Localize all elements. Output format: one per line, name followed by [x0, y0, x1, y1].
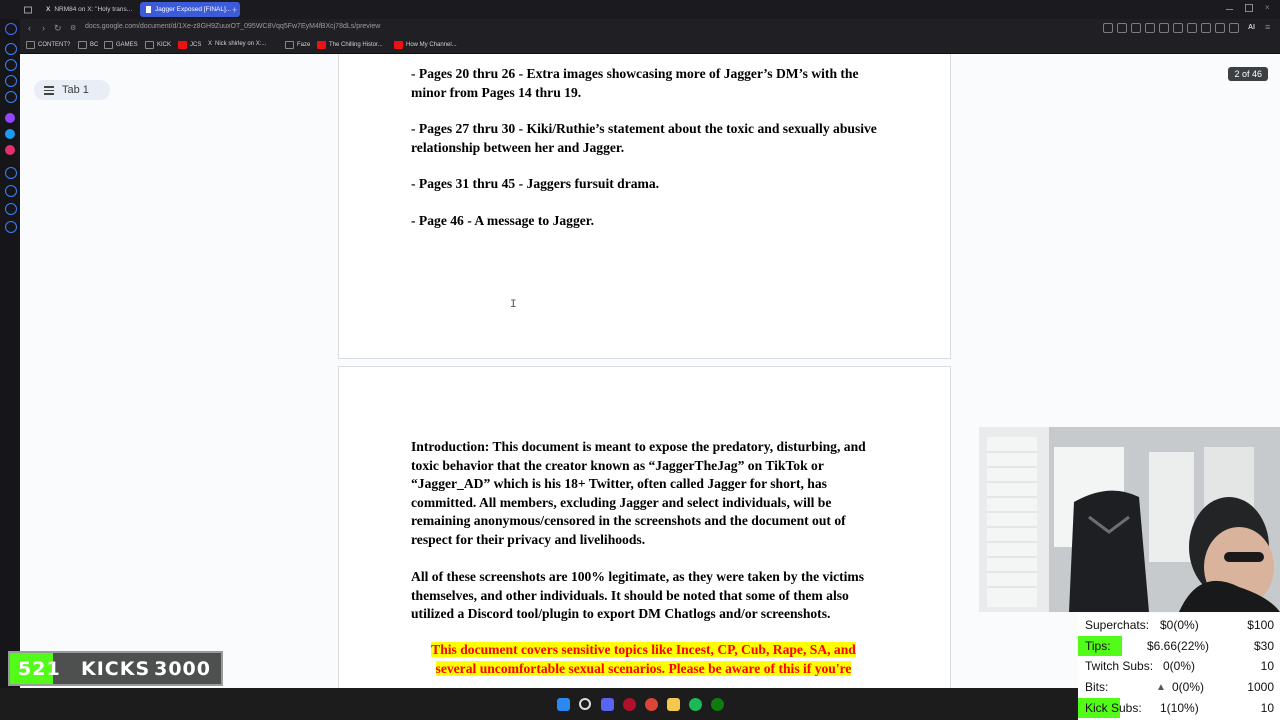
site-info-icon[interactable]: ⚙: [70, 25, 77, 32]
paragraph: Introduction: This document is meant to expose the predatory, disturbing, and toxic behavior that the creator known as “JaggerTheJag” on TikTok or “Jagger_AD” which is his 18+ Twitter, often called Jagger for short, has committed. All members, excluding Jagger and select individuals, will be remaining anonymous/censored in the screenshots and the document out of respect for their privacy and livelihoods.: [411, 439, 866, 547]
url-field[interactable]: docs.google.com/document/d/1Xe-z8GH9ZuuxOT_095WC8Vqq5Fw7EyM4fBXcj78dLs/preview: [85, 23, 381, 30]
translate-icon[interactable]: [1117, 23, 1127, 33]
goal-row-twitch-subs: Twitch Subs: 0(0%) 10: [1085, 659, 1274, 673]
bookmark-item[interactable]: CONTENT?: [26, 41, 70, 49]
volume-icon[interactable]: [1215, 23, 1225, 33]
search-icon[interactable]: [579, 698, 591, 710]
text-cursor-icon: I: [510, 299, 517, 311]
kicks-goal: 3000: [154, 657, 211, 680]
kicks-goal-widget: [8, 651, 223, 686]
document-page: [338, 54, 951, 359]
sidebar-toggle-icon[interactable]: [24, 2, 32, 17]
youtube-icon: [317, 41, 326, 49]
folder-icon: [78, 41, 87, 49]
paragraph: - Pages 27 thru 30 - Kiki/Ruthie’s statement about the toxic and sexually abusive relationship between her and Jagger.: [411, 121, 877, 155]
paragraph: - Page 46 - A message to Jagger.: [411, 213, 594, 228]
file-explorer-icon[interactable]: [667, 698, 680, 711]
settings-icon[interactable]: [5, 221, 17, 233]
kicks-label: KICKS: [81, 657, 151, 680]
sidebar-app-icon[interactable]: [5, 59, 17, 71]
folder-icon: [104, 41, 113, 49]
bookmark-icon[interactable]: [5, 203, 17, 215]
sidebar-app-icon[interactable]: [5, 43, 17, 55]
messenger-icon[interactable]: [5, 129, 15, 139]
outline-icon: [44, 86, 54, 95]
document-tab-1[interactable]: Tab 1: [34, 80, 110, 100]
xbox-icon[interactable]: [711, 698, 724, 711]
folder-icon: [285, 41, 294, 49]
new-tab-button[interactable]: +: [232, 4, 238, 15]
reload-icon[interactable]: ↻: [54, 23, 62, 33]
windows-start-icon[interactable]: [557, 698, 570, 711]
zoom-icon[interactable]: [1103, 23, 1113, 33]
window-controls: [1226, 4, 1272, 12]
ai-button[interactable]: AI: [1248, 24, 1255, 31]
back-icon[interactable]: ‹: [28, 23, 31, 33]
warning-paragraph: This document covers sensitive topics like Incest, CP, Cub, Rape, SA, and several uncomfortable sexual scenarios. Please be aware of this if you're: [431, 642, 856, 676]
bits-icon: ▲: [1156, 682, 1166, 693]
bookmark-item[interactable]: X Nick shirley on X:...: [208, 41, 267, 47]
bookmark-item[interactable]: Faze: [285, 41, 310, 49]
maximize-icon[interactable]: [1245, 4, 1253, 12]
bookmark-item[interactable]: GAMES: [104, 41, 138, 49]
docs-icon: [146, 6, 151, 13]
close-icon[interactable]: ×: [1265, 3, 1270, 12]
bookmark-item[interactable]: KICK: [145, 41, 171, 49]
paragraph: - Pages 20 thru 26 - Extra images showcasing more of Jagger’s DM’s with the minor from Pages 14 thru 19.: [411, 66, 859, 100]
discord-icon[interactable]: [601, 698, 614, 711]
bookmark-item[interactable]: JCS: [178, 41, 201, 49]
folder-icon: [26, 41, 35, 49]
address-bar-row: [20, 19, 1280, 39]
webcam-image: [979, 427, 1280, 612]
document-page: [338, 366, 951, 688]
bookmarks-bar: [20, 39, 1280, 54]
browser-tab-docs[interactable]: Jagger Exposed [FINAL]...: [140, 2, 240, 17]
menu-icon[interactable]: ≡: [1265, 22, 1271, 32]
browser-titlebar: [0, 0, 1280, 19]
spotify-icon[interactable]: [689, 698, 702, 711]
settings-icon[interactable]: [1201, 23, 1211, 33]
browser-sidebar: [0, 19, 20, 700]
page-counter: 2 of 46: [1228, 67, 1268, 81]
play-icon[interactable]: [1159, 23, 1169, 33]
goal-row-superchats: Superchats: $0(0%) $100: [1085, 618, 1274, 632]
goal-row-tips: Tips: $6.66(22%) $30: [1078, 636, 1280, 656]
goal-row-kick-subs: Kick Subs: 1(10%) 10: [1078, 698, 1280, 718]
bookmark-item[interactable]: The Chilling Histor...: [317, 41, 383, 49]
history-icon[interactable]: [5, 167, 17, 179]
bookmark-item[interactable]: How My Channel...: [394, 41, 457, 49]
wallet-icon[interactable]: [1229, 23, 1239, 33]
sidebar-app-icon[interactable]: [5, 75, 17, 87]
twitch-icon[interactable]: [5, 113, 15, 123]
sidebar-app-icon[interactable]: [5, 91, 17, 103]
browser-logo-icon[interactable]: [5, 23, 17, 35]
paragraph: All of these screenshots are 100% legitimate, as they were taken by the victims themselves, and other individuals. It should be noted that some of them also utilized a Discord tool/plugin to export DM Chatlogs and/or screenshots.: [411, 569, 865, 621]
download-icon[interactable]: [1187, 23, 1197, 33]
screenshot-icon[interactable]: [1131, 23, 1141, 33]
browser-tab-x[interactable]: X NRM84 on X: "Holy trans...: [46, 6, 133, 13]
chrome-icon[interactable]: [645, 698, 658, 711]
instagram-icon[interactable]: [5, 145, 15, 155]
record-icon[interactable]: [623, 698, 636, 711]
sidebar-icon[interactable]: [1145, 23, 1155, 33]
folder-icon: [145, 41, 154, 49]
forward-icon[interactable]: ›: [42, 23, 45, 33]
bookmark-item[interactable]: BC: [78, 41, 98, 49]
heart-icon[interactable]: [1173, 23, 1183, 33]
x-logo-icon: X: [208, 41, 213, 47]
youtube-icon: [394, 41, 403, 49]
clock-icon[interactable]: [5, 185, 17, 197]
youtube-icon: [178, 41, 187, 49]
goal-row-bits: Bits: ▲ 0(0%) 1000: [1085, 680, 1274, 694]
x-logo-icon: X: [46, 6, 51, 13]
goals-widget: [1078, 614, 1280, 720]
paragraph: - Pages 31 thru 45 - Jaggers fursuit drama.: [411, 176, 660, 191]
webcam-feed: [979, 427, 1280, 612]
kicks-count: 521: [10, 653, 53, 684]
minimize-icon[interactable]: [1226, 9, 1233, 10]
